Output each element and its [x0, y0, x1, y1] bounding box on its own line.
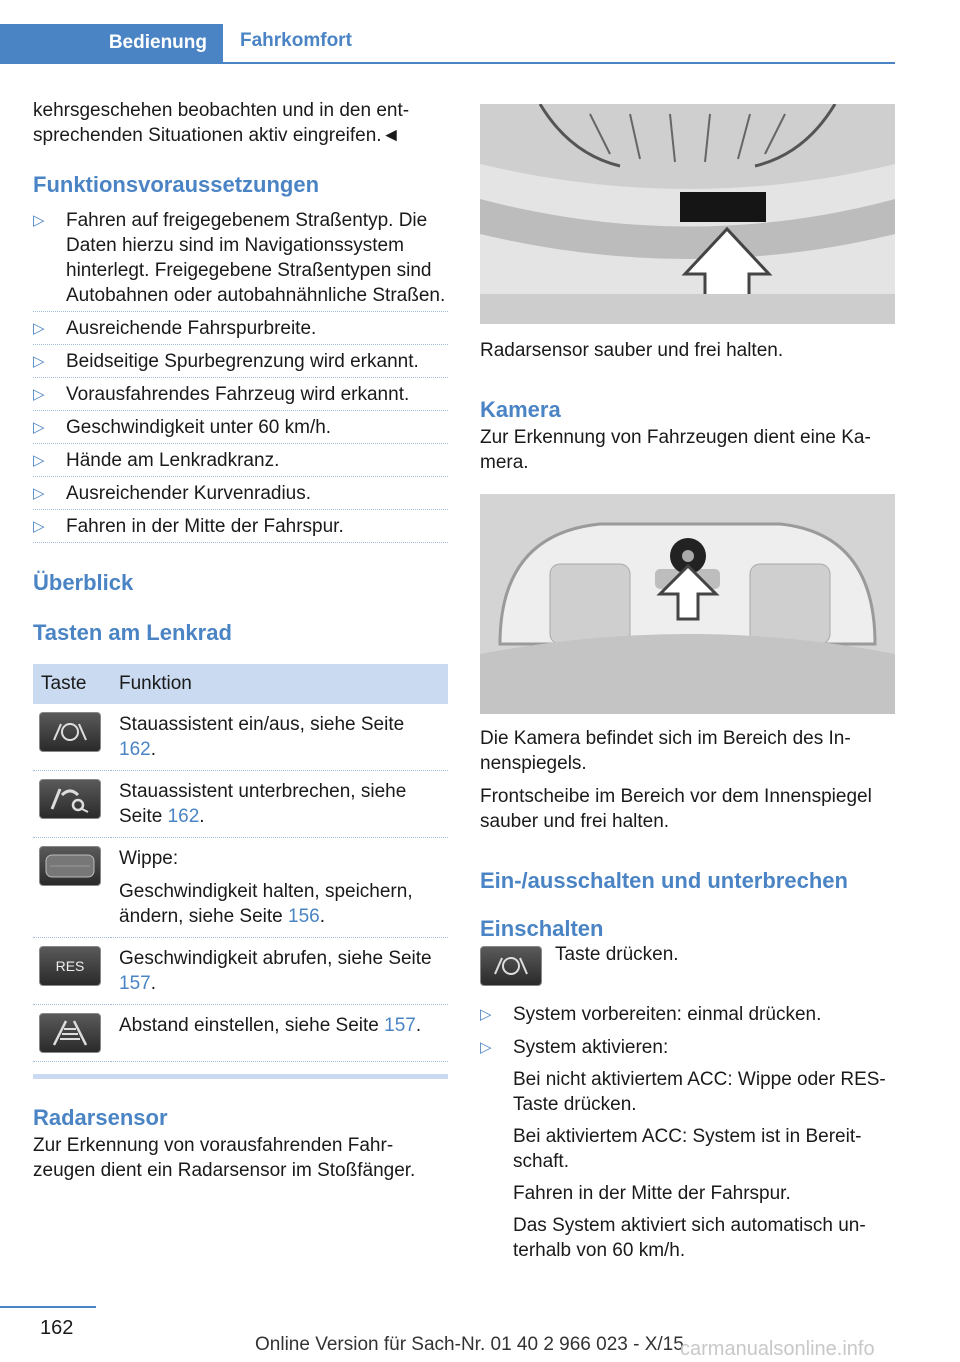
function-text-tail: . — [150, 973, 156, 994]
triangle-bullet-icon: ▷ — [33, 419, 45, 436]
rocker-switch-icon — [39, 846, 101, 886]
condition-text: Vorausfahrendes Fahrzeug wird erkannt. — [66, 384, 410, 405]
step-text: System vorbereiten: einmal drücken. — [513, 1004, 822, 1025]
triangle-bullet-icon: ▷ — [33, 386, 45, 403]
step-item — [480, 1035, 895, 1264]
distance-icon — [39, 1013, 101, 1053]
triangle-bullet-icon: ▷ — [33, 212, 45, 229]
table-row — [33, 1005, 448, 1062]
table-row — [33, 704, 448, 771]
table-cell-key — [33, 771, 111, 838]
camera-position-text: Die Kamera befindet sich im Bereich des Innenspiegels. — [480, 728, 851, 774]
condition-text: Fahren in der Mitte der Fahrspur. — [66, 516, 344, 537]
function-text: Abstand einstellen, siehe Seite — [119, 1015, 385, 1036]
condition-text: Hände am Lenkradkranz. — [66, 450, 280, 471]
triangle-bullet-icon: ▷ — [33, 353, 45, 370]
heading-on: Einschalten — [480, 916, 604, 941]
table-cell-function — [111, 704, 448, 771]
function-text: Stauassistent unterbrechen, siehe Seite — [119, 781, 407, 827]
heading-onoff: Ein-/ausschalten und unterbrechen — [480, 868, 848, 893]
steps-list — [480, 1002, 895, 1264]
function-text: Geschwindigkeit halten, speichern, ändern, siehe Seite — [119, 881, 413, 927]
radar-sensor-photo — [480, 104, 895, 324]
table-cell-function — [111, 938, 448, 1005]
condition-item — [33, 448, 448, 474]
table-cell-key — [33, 938, 111, 1005]
condition-item — [33, 514, 448, 540]
function-text-tail: . — [199, 806, 205, 827]
table-cell-function — [111, 771, 448, 838]
radar-caption: Radarsensor sauber und frei halten. — [480, 340, 784, 361]
right-column — [480, 104, 895, 1271]
condition-text: Fahren auf freigegebenem Straßentyp. Die Daten hierzu sind im Navigationssystem hinterlegt. Freigegebene Straßentypen sind Autobahnen oder autobahnähnliche Straßen. — [66, 210, 446, 306]
heading-camera: Kamera — [480, 397, 561, 422]
condition-text: Ausreichende Fahrspurbreite. — [66, 318, 317, 339]
heading-overview: Überblick — [33, 570, 134, 595]
condition-text: Geschwindigkeit unter 60 km/h. — [66, 417, 332, 438]
heading-functions: Funktionsvoraussetzungen — [33, 172, 320, 197]
page-link[interactable]: 157 — [384, 1015, 416, 1036]
footer-online-version: Online Version für Sach-Nr. 01 40 2 966 023 - X/15 — [255, 1334, 684, 1355]
heading-buttons: Tasten am Lenkrad — [33, 620, 232, 645]
table-cell-key — [33, 838, 111, 938]
step-sub-text: Fahren in der Mitte der Fahrspur. — [513, 1183, 791, 1204]
condition-item — [33, 208, 448, 309]
triangle-bullet-icon: ▷ — [33, 452, 45, 469]
table-header-function: Funktion — [111, 664, 448, 704]
radar-sensor-illustration — [480, 104, 895, 324]
function-text-tail: . — [150, 739, 156, 760]
table-cell-key — [33, 704, 111, 771]
table-row — [33, 771, 448, 838]
steering-assist-icon — [480, 946, 542, 986]
page-link[interactable]: 162 — [167, 806, 200, 827]
page-link[interactable]: 156 — [288, 906, 320, 927]
tab-fahrkomfort-label: Fahrkomfort — [240, 30, 352, 51]
camera-clean-text: Frontscheibe im Bereich vor dem Innenspiegel sauber und frei halten. — [480, 786, 872, 832]
condition-text: Ausreichender Kurvenradius. — [66, 483, 312, 504]
condition-text: Beidseitige Spurbegrenzung wird erkannt. — [66, 351, 419, 372]
step-item — [480, 1002, 895, 1028]
page-link[interactable]: 157 — [119, 973, 151, 994]
step-sub-text: Das System aktiviert sich automatisch unterhalb von 60 km/h. — [513, 1215, 866, 1261]
condition-item — [33, 316, 448, 342]
res-button-icon — [39, 946, 101, 986]
step-sub-text: Bei nicht aktiviertem ACC: Wippe oder RES-Taste drücken. — [513, 1069, 886, 1115]
table-end-bar — [33, 1074, 448, 1079]
intro-text: kehrsgeschehen beobachten und in den entsprechenden Situationen aktiv eingreifen.◄ — [33, 100, 410, 146]
camera-illustration — [480, 494, 895, 714]
triangle-bullet-icon: ▷ — [480, 1006, 492, 1023]
heading-radar: Radarsensor — [33, 1105, 168, 1130]
table-row — [33, 838, 448, 938]
triangle-bullet-icon: ▷ — [33, 320, 45, 337]
page-link[interactable]: 162 — [119, 739, 151, 760]
left-column — [33, 98, 448, 1183]
assist-interrupt-icon — [39, 779, 101, 819]
watermark: carmanualsonline.info — [680, 1338, 875, 1360]
triangle-bullet-icon: ▷ — [33, 518, 45, 535]
triangle-bullet-icon: ▷ — [480, 1039, 492, 1056]
conditions-list — [33, 208, 448, 540]
tab-bedienung-label: Bedienung — [108, 32, 207, 53]
condition-item — [33, 415, 448, 441]
step-sub-text: Bei aktiviertem ACC: System ist in Bereitschaft. — [513, 1126, 862, 1172]
triangle-bullet-icon: ▷ — [33, 485, 45, 502]
buttons-table — [33, 664, 448, 1062]
function-text-tail: . — [319, 906, 325, 927]
steering-assist-icon — [39, 712, 101, 752]
step-text: System aktivieren: — [513, 1037, 669, 1058]
function-text-tail: . — [415, 1015, 422, 1036]
camera-text: Zur Erkennung von Fahrzeugen dient eine Kamera. — [480, 427, 871, 473]
footer-line — [0, 1306, 96, 1308]
header-tabs — [0, 0, 895, 64]
radar-text: Zur Erkennung von vorausfahrenden Fahrzeugen dient ein Radarsensor im Stoßfänger. — [33, 1135, 416, 1181]
press-text: Taste drücken. — [555, 944, 679, 965]
res-label: RES — [55, 957, 85, 974]
table-header-key: Taste — [33, 664, 111, 704]
condition-item — [33, 382, 448, 408]
function-title: Wippe: — [119, 848, 179, 869]
function-text: Stauassistent ein/aus, siehe Seite — [119, 714, 405, 735]
page-number: 162 — [40, 1317, 74, 1339]
condition-item — [33, 481, 448, 507]
press-row — [480, 946, 895, 992]
tab-bedienung[interactable] — [0, 24, 223, 62]
tab-fahrkomfort[interactable] — [240, 30, 352, 52]
camera-photo — [480, 494, 895, 714]
table-row — [33, 938, 448, 1005]
function-text: Geschwindigkeit abrufen, siehe Seite — [119, 948, 432, 969]
condition-item — [33, 349, 448, 375]
table-cell-function — [111, 838, 448, 938]
table-cell-key — [33, 1005, 111, 1062]
table-cell-function — [111, 1005, 448, 1062]
